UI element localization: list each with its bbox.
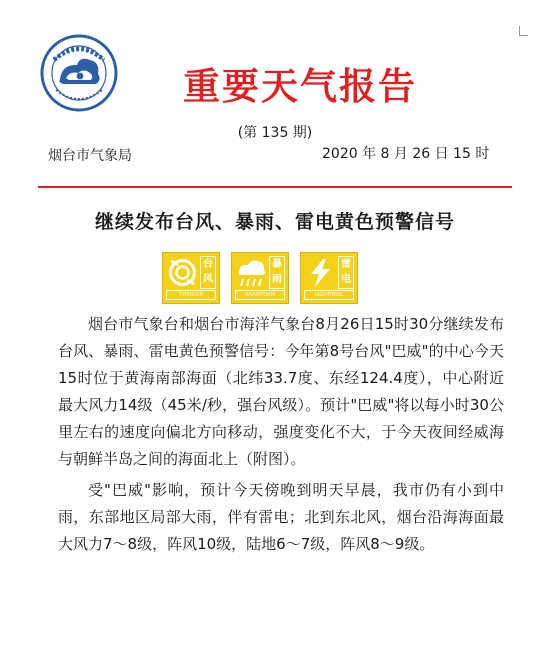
issue-date: 2020 年 8 月 26 日 15 时 (322, 146, 490, 162)
signal-label: 雷电 (338, 256, 354, 289)
header-divider (38, 186, 512, 188)
corner-crop-mark (519, 26, 528, 36)
lightning-warning-signal (300, 252, 358, 304)
issue-number: (第 135 期) (237, 125, 313, 141)
report-body (58, 311, 504, 562)
body-paragraph: 烟台市气象台和烟台市海洋气象台8月26日15时30分继续发布台风、暴雨、雷电黄色预警信号：今年第8号台风"巴威"的中心今天15时位于黄海南部海面（北纬33.7度、东经124.4度），中心附近最大风力14级（45米/秒，强台风级）。预计"巴威"将以每小时30公里左右的速度向偏北方向移动，强度变化不大，于今天夜间经威海与朝鲜半岛之间的海面北上（附图）。 (58, 315, 504, 468)
rainstorm-warning-signal (231, 252, 289, 304)
signal-label: 暴雨 (269, 256, 285, 289)
signal-english-label: RAINSTORM (235, 290, 285, 300)
signal-english-label: LIGHTNING (304, 290, 354, 300)
typhoon-icon (166, 256, 199, 289)
issuing-department: 烟台市气象局 (48, 148, 132, 164)
warning-signals (162, 252, 358, 306)
report-subtitle: 继续发布台风、暴雨、雷电黄色预警信号 (94, 211, 455, 233)
typhoon-warning-signal (162, 252, 220, 304)
report-title: 重要天气报告 (183, 64, 417, 108)
signal-english-label: TYPHOON (166, 290, 216, 300)
body-paragraph: 受"巴威"影响，预计今天傍晚到明天早晨，我市仍有小到中雨，东部地区局部大雨，伴有雷电；北到东北风，烟台沿海海面最大风力7～8级，阵风10级，陆地6～7级，阵风8～9级。 (58, 481, 504, 553)
signal-label: 台风 (200, 256, 216, 289)
lightning-icon (304, 256, 337, 289)
weather-bureau-logo (40, 34, 118, 112)
rainstorm-icon (235, 256, 268, 289)
